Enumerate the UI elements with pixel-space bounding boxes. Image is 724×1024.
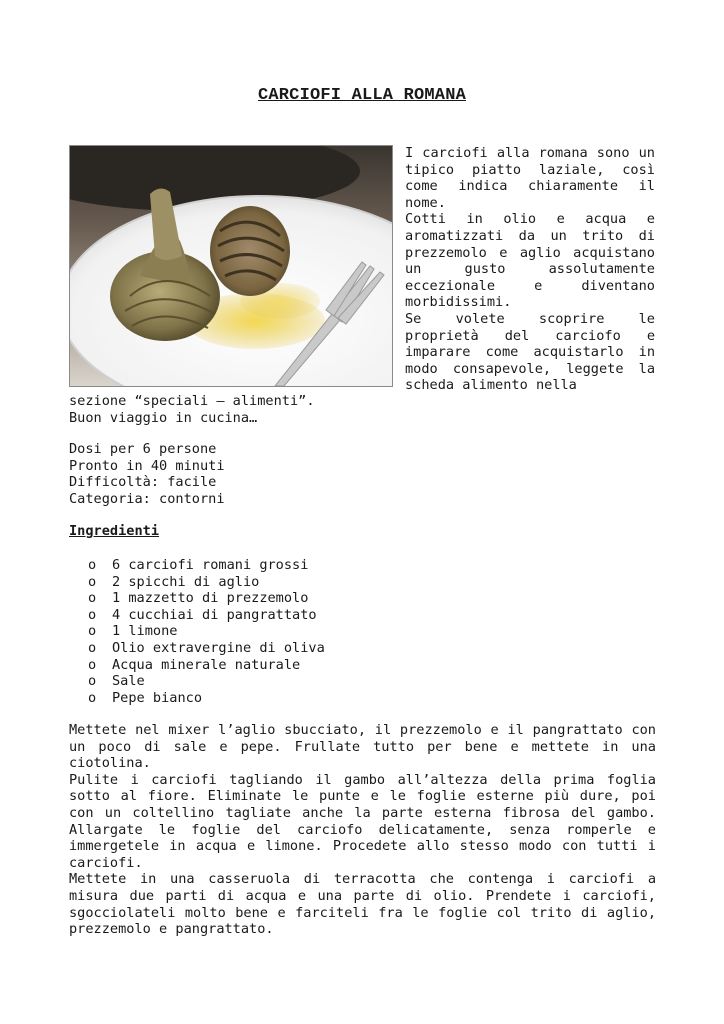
- intro-paragraph: I carciofi alla romana sono un tipico piatto laziale, così come indica chiaramente il nome.: [405, 145, 655, 211]
- bullet-icon: o: [88, 623, 97, 640]
- page-title: CARCIOFI ALLA ROMANA: [257, 86, 467, 105]
- ingredient: Pepe bianco: [112, 689, 203, 706]
- spec-difficolta: Difficoltà: facile: [69, 474, 217, 491]
- bullet-icon: o: [88, 673, 97, 690]
- list-item: [88, 574, 325, 591]
- ingredient: Acqua minerale naturale: [112, 656, 301, 673]
- ingredients-heading: Ingredienti: [69, 523, 160, 539]
- intro-text: [405, 145, 655, 394]
- preparation-paragraph: Mettete nel mixer l’aglio sbucciato, il prezzemolo e il pangrattato con un poco di sale e pepe. Frullate tutto per bene e mettete in una ciotolina.: [69, 722, 656, 772]
- bullet-icon: o: [88, 557, 97, 573]
- bullet-icon: o: [88, 656, 97, 673]
- bullet-icon: o: [88, 606, 97, 623]
- intro-continued-line: Buon viaggio in cucina…: [69, 409, 258, 426]
- list-item: [88, 623, 325, 640]
- ingredient: 1 mazzetto di prezzemolo: [112, 590, 309, 607]
- bullet-icon: o: [88, 573, 97, 590]
- intro-continued-line: sezione “speciali – alimenti”.: [69, 393, 315, 409]
- list-item: [88, 557, 325, 574]
- ingredient: Sale: [112, 673, 145, 690]
- ingredient: 2 spicchi di aglio: [112, 573, 260, 590]
- list-item: [88, 673, 325, 690]
- list-item: [88, 690, 325, 707]
- intro-paragraph: Cotti in olio e acqua e aromatizzati da un trito di prezzemolo e aglio acquistano un gusto assolutamente eccezionale e diventano morbidissimi.: [405, 211, 655, 311]
- bullet-icon: o: [88, 639, 97, 656]
- spec-pronto: Pronto in 40 minuti: [69, 457, 225, 474]
- preparation-paragraph: Pulite i carciofi tagliando il gambo all’altezza della prima foglia sotto al fiore. Eliminate le punte e le foglie esterne più dure, poi con un coltellino tagliate anche la parte esterna fibrosa del gambo. Allargate le foglie del carciofo delicatamente, senza romperle e immergetele in acqua e limone. Procedete allo stesso modo con tutti i carciofi.: [69, 771, 656, 871]
- recipe-specs: [69, 441, 369, 507]
- bullet-icon: o: [88, 689, 97, 706]
- ingredients-list: [88, 557, 325, 706]
- list-item: [88, 640, 325, 657]
- ingredient: 6 carciofi romani grossi: [112, 557, 309, 573]
- intro-paragraph: Se volete scoprire le proprietà del carciofo e imparare come acquistarlo in modo consapevole, leggete la scheda alimento nella: [405, 310, 655, 394]
- ingredient: 1 limone: [112, 623, 178, 640]
- ingredient: 4 cucchiai di pangrattato: [112, 606, 317, 623]
- artichoke-photo: [69, 145, 393, 387]
- preparation-paragraph: Mettete in una casseruola di terracotta che contenga i carciofi a misura due parti di acqua e una parte di olio. Prendete i carciofi, sgocciolateli molto bene e farciteli fra le foglie col trito di aglio, prezzemolo e pangrattato.: [69, 871, 656, 938]
- list-item: [88, 657, 325, 674]
- intro-continued: [69, 393, 659, 426]
- bullet-icon: o: [88, 590, 97, 607]
- list-item: [88, 607, 325, 624]
- preparation-text: [69, 722, 656, 938]
- spec-categoria: Categoria: contorni: [69, 490, 225, 507]
- ingredient: Olio extravergine di oliva: [112, 639, 325, 656]
- list-item: [88, 590, 325, 607]
- spec-dosi: Dosi per 6 persone: [69, 441, 217, 457]
